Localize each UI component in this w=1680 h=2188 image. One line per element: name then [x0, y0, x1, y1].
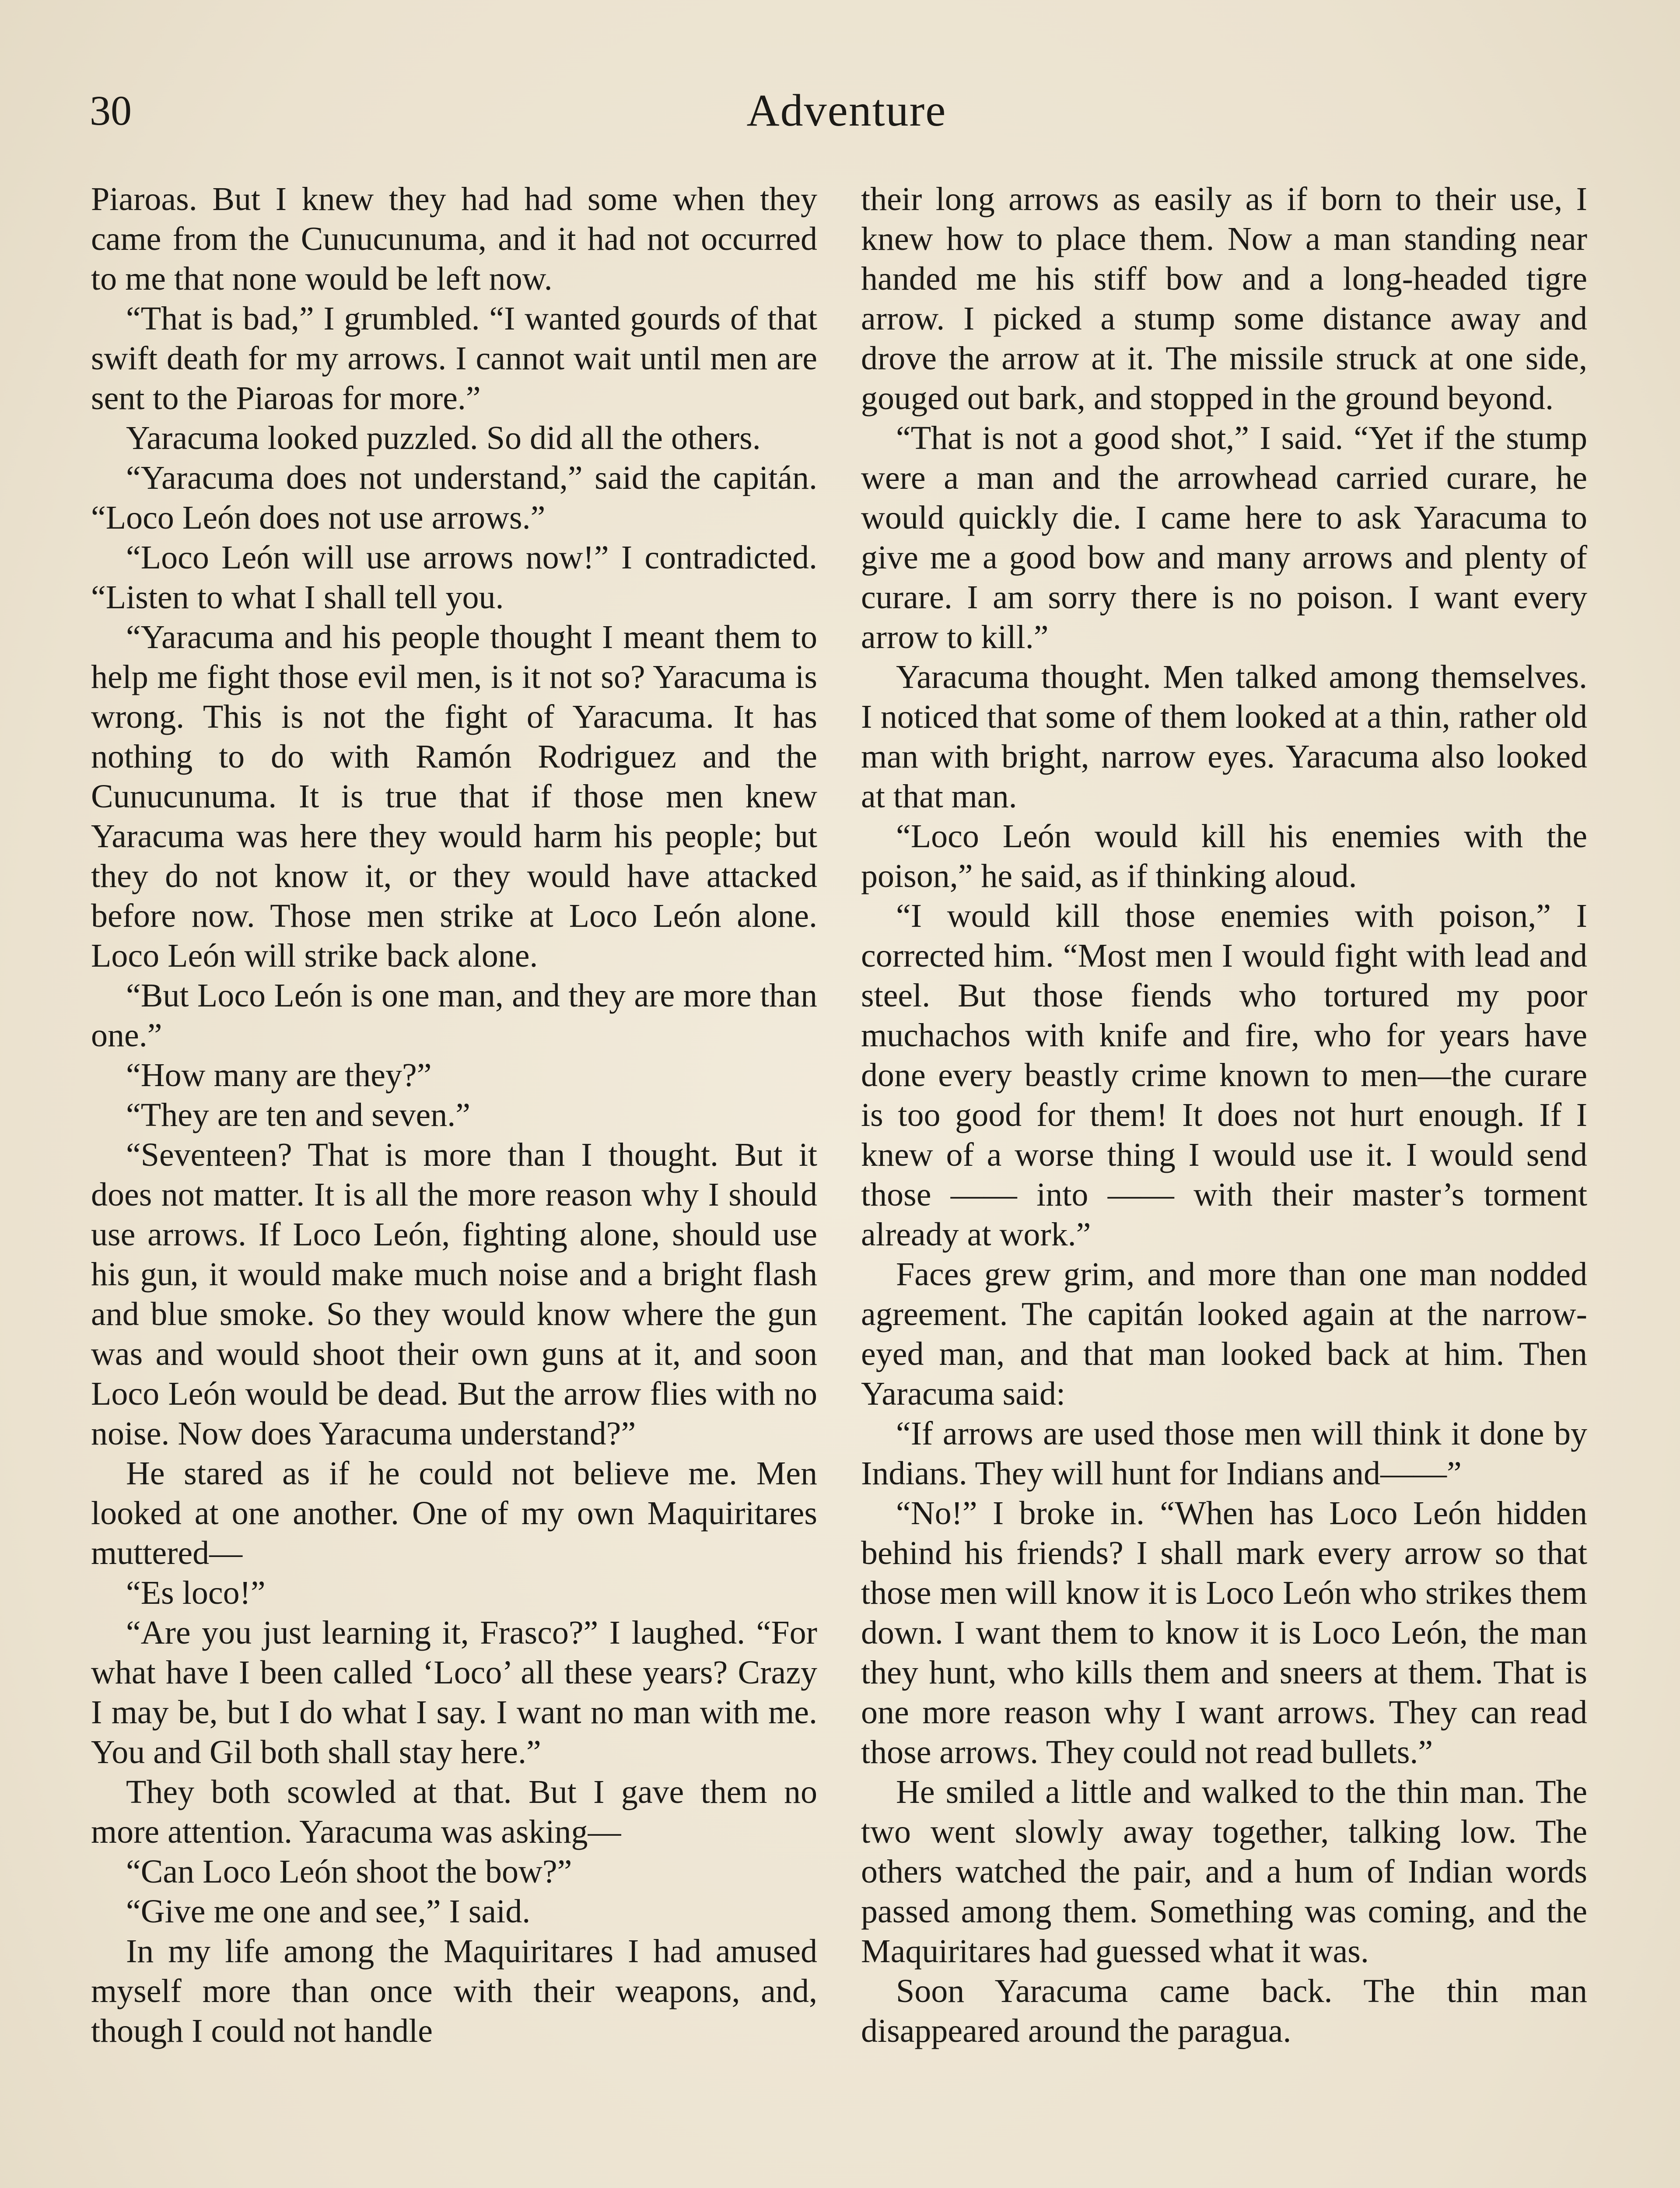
paragraph: “That is bad,” I grumbled. “I wanted gourds of that swift death for my arrows. I cannot wait until men are sent to the Piaroas for more.”	[91, 300, 817, 417]
left-column	[91, 179, 817, 2051]
paragraph: “But Loco León is one man, and they are more than one.”	[91, 977, 817, 1054]
paragraph: “I would kill those enemies with poison,” I corrected him. “Most men I would fight with lead and steel. But those fiends who tortured my poor muchachos with knife and fire, who for years have done every beastly crime known to men—the curare is too good for them! It does not hurt enough. If I knew of a worse thing I would use it. I would send those —— into —— with their master’s torment already at work.”	[861, 898, 1587, 1253]
paragraph: “Are you just learning it, Frasco?” I laughed. “For what have I been called ‘Loco’ all these years? Crazy I may be, but I do what I say. I want no man with me. You and Gil both shall stay here.”	[91, 1614, 817, 1771]
paragraph: “Loco León will use arrows now!” I contradicted. “Listen to what I shall tell you.	[91, 539, 817, 616]
paragraph: Yaracuma looked puzzled. So did all the others.	[126, 420, 761, 456]
paragraph: “If arrows are used those men will think it done by Indians. They will hunt for Indians and——”	[861, 1415, 1587, 1492]
paragraph: “Seventeen? That is more than I thought. But it does not matter. It is all the more reason why I should use arrows. If Loco León, fighting alone, should use his gun, it would make much noise and a bright flash and blue smoke. So they would know where the gun was and would shoot their own guns at it, and soon Loco León would be dead. But the arrow flies with no noise. Now does Yaracuma understand?”	[91, 1136, 817, 1452]
paragraph: “Yaracuma and his people thought I meant them to help me fight those evil men, is it not so? Yaracuma is wrong. This is not the fight of Yaracuma. It has nothing to do with Ramón Rodriguez and the Cunucunuma. It is true that if those men knew Yaracuma was here they would harm his people; but they do not know it, or they would have attacked before now. Those men strike at Loco León alone. Loco León will strike back alone.	[91, 619, 817, 974]
paragraph: Soon Yaracuma came back. The thin man disappeared around the paragua.	[861, 1973, 1587, 2049]
running-head: Adventure	[746, 85, 947, 136]
paragraph: Faces grew grim, and more than one man nodded agreement. The capitán looked again at the narrow-eyed man, and that man looked back at him. Then Yaracuma said:	[861, 1256, 1587, 1412]
paragraph: “How many are they?”	[126, 1057, 432, 1094]
page-header	[90, 78, 1603, 144]
paragraph: He smiled a little and walked to the thin man. The two went slowly away together, talking low. The others watched the pair, and a hum of Indian words passed among them. Something was coming, and the Maquiritares had guessed what it was.	[861, 1774, 1587, 1970]
paragraph: “Es loco!”	[126, 1574, 266, 1611]
paragraph: their long arrows as easily as if born to their use, I knew how to place them. Now a man standing near handed me his stiff bow and a long-headed tigre arrow. I picked a stump some distance away and drove the arrow at it. The missile struck at one side, gouged out bark, and stopped in the ground beyond.	[861, 181, 1587, 417]
paragraph: He stared as if he could not believe me. Men looked at one another. One of my own Maquiritares muttered—	[91, 1455, 817, 1571]
paragraph: “Yaracuma does not understand,” said the capitán. “Loco León does not use arrows.”	[91, 459, 817, 536]
paragraph: They both scowled at that. But I gave them no more attention. Yaracuma was asking—	[91, 1774, 817, 1850]
paragraph: “Can Loco León shoot the bow?”	[126, 1853, 572, 1890]
paragraph: “Loco León would kill his enemies with the poison,” he said, as if thinking aloud.	[861, 818, 1587, 894]
paragraph: “Give me one and see,” I said.	[126, 1893, 531, 1930]
page-number: 30	[90, 87, 132, 134]
paragraph: “No!” I broke in. “When has Loco León hidden behind his friends? I shall mark every arrow so that those men will know it is Loco León who strikes them down. I want them to know it is Loco León, the man they hunt, who kills them and sneers at them. That is one more reason why I want arrows. They can read those arrows. They could not read bullets.”	[861, 1495, 1587, 1771]
paragraph: “They are ten and seven.”	[126, 1097, 471, 1133]
paragraph: In my life among the Maquiritares I had amused myself more than once with their weapons, and, though I could not handle	[91, 1933, 817, 2049]
paragraph: Yaracuma thought. Men talked among themselves. I noticed that some of them looked at a thin, rather old man with bright, narrow eyes. Yaracuma also looked at that man.	[861, 659, 1587, 815]
paragraph: “That is not a good shot,” I said. “Yet if the stump were a man and the arrowhead carried curare, he would quickly die. I came here to ask Yaracuma to give me a good bow and many arrows and plenty of curare. I am sorry there is no poison. I want every arrow to kill.”	[861, 420, 1587, 656]
right-column	[861, 179, 1587, 2051]
paragraph: Piaroas. But I knew they had had some when they came from the Cunucunuma, and it had not occurred to me that none would be left now.	[91, 181, 817, 297]
